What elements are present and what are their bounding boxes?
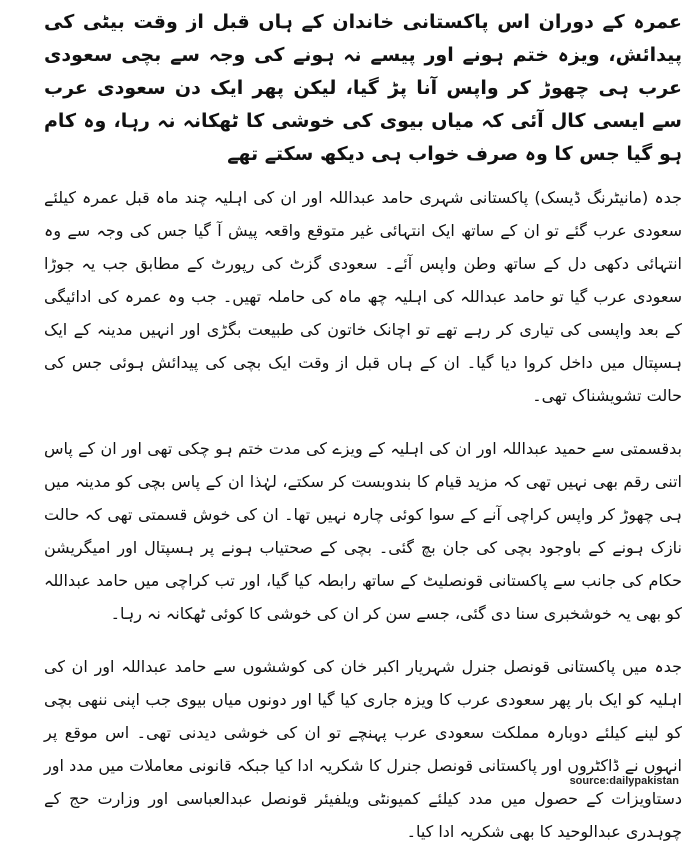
article-paragraph-3: جدہ میں پاکستانی قونصل جنرل شہریار اکبر خان کی کوششوں سے حامد عبداللہ اور ان کی اہلیہ کو ایک بار پھر سعودی عرب کا ویزہ جاری کیا گیا اور دونوں میاں بیوی جب اپنی ننھی بچی کو لینے کیلئے دوبارہ مملکت سعودی عرب پہنچے تو ان کی خوشی دیدنی تھی۔ اس موقع پر انہوں نے ڈاکٹروں اور پاکستانی قونصل جنرل کا شکریہ ادا کیا جبکہ قانونی معاملات میں مدد اور دستاویزات کے حصول میں مدد کیلئے کمیونٹی ویلفیئر قونصل عبدالعباسی اور وزارت حج کے چوہدری عبدالوحید کا بھی شکریہ ادا کیا۔: [44, 657, 682, 841]
source-credit: source:dailypakistan: [569, 775, 679, 787]
article-headline: عمرہ کے دوران اس پاکستانی خاندان کے ہاں قبل از وقت بیٹی کی پیدائش، ویزہ ختم ہونے اور پیسے نہ ہونے کی وجہ سے بچی سعودی عرب ہی چھوڑ کر واپس آنا پڑ گیا، لیکن پھر ایک دن سعودی عرب سے ایسی کال آئی کہ میاں بیوی کی خوشی کا ٹھکانہ نہ رہا، وہ کام ہو گیا جس کا وہ صرف خواب ہی دیکھ سکتے تھے: [44, 11, 682, 165]
article-paragraph-1: جدہ (مانیٹرنگ ڈیسک) پاکستانی شہری حامد عبداللہ اور ان کی اہلیہ چند ماہ قبل عمرہ کیلئے سعودی عرب گئے تو ان کے ساتھ ایک انتہائی غیر متوقع واقعہ پیش آ گیا جس کی وجہ سے وہ انتہائی دکھی دل کے ساتھ وطن واپس آئے۔ سعودی گزٹ کی رپورٹ کے مطابق جب یہ جوڑا سعودی عرب گیا تو حامد عبداللہ کی اہلیہ چھ ماہ کی حاملہ تھیں۔ جب وہ عمرہ کی ادائیگی کے بعد واپسی کی تیاری کر رہے تھے تو اچانک خاتون کی طبیعت بگڑی اور انہیں مدینہ کے ایک ہسپتال میں داخل کروا دیا گیا۔ ان کے ہاں قبل از وقت ایک بچی کی پیدائش ہوئی جس کی حالت تشویشناک تھی۔: [44, 188, 682, 405]
article: [44, 6, 682, 848]
article-paragraph-2: بدقسمتی سے حمید عبداللہ اور ان کی اہلیہ کے ویزے کی مدت ختم ہو چکی تھی اور ان کے پاس اتنی رقم بھی نہیں تھی کہ مزید قیام کا بندوبست کر سکتے، لہٰذا ان کے پاس بچی کو مدینہ میں ہی چھوڑ کر واپس کراچی آنے کے سوا کوئی چارہ نہیں تھا۔ ان کی خوش قسمتی تھی کہ حالت نازک ہونے کے باوجود بچی کی جان بچ گئی۔ بچی کے صحتیاب ہونے پر ہسپتال اور امیگریشن حکام کی جانب سے پاکستانی قونصلیٹ کے ساتھ رابطہ کیا گیا، اور تب کراچی میں حامد عبداللہ کو بھی یہ خوشخبری سنا دی گئی، جسے سن کر ان کی خوشی کا کوئی ٹھکانہ نہ رہا۔: [44, 439, 682, 623]
